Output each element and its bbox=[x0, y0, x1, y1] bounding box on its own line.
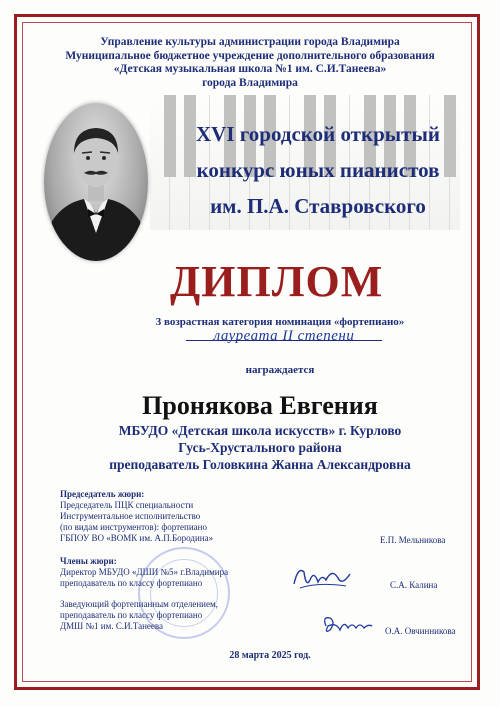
contest-title-line-1: XVI городской открытый bbox=[196, 122, 440, 146]
recipient-name: Пронякова Евгения bbox=[142, 391, 378, 420]
jury-member-1-line-1: Директор МБУДО «ДШИ №5» г.Владимира bbox=[60, 567, 229, 577]
jury-chair-name: Е.П. Мельникова bbox=[380, 535, 446, 545]
portrait-illustration bbox=[44, 103, 148, 261]
laureate-underline bbox=[186, 340, 382, 341]
jury-member-2-line-3: ДМШ №1 им. С.И.Танеева bbox=[60, 621, 164, 631]
laureate-degree-handwritten: лауреата II степени bbox=[213, 328, 355, 344]
teacher-line: преподаватель Головкина Жанна Александровна bbox=[109, 457, 411, 472]
school-line-1: МБУДО «Детская школа искусств» г. Курлово bbox=[118, 423, 402, 438]
contest-title-line-2: конкурс юных пианистов bbox=[196, 158, 440, 182]
awarded-label: награждается bbox=[245, 364, 315, 376]
jury-member-2-name: О.А. Овчинникова bbox=[385, 626, 456, 636]
jury-members-heading: Члены жюри: bbox=[60, 556, 117, 566]
signature-ovchinnikova bbox=[318, 612, 378, 640]
contest-title-line-3: им. П.А. Ставровского bbox=[210, 194, 426, 218]
school-line-2: Гусь-Хрустального района bbox=[178, 440, 342, 455]
contest-title bbox=[168, 116, 468, 224]
jury-member-2-line-2: преподаватель по классу фортепиано bbox=[60, 610, 203, 620]
jury-member-1-line-2: преподаватель по классу фортепиано bbox=[60, 578, 203, 588]
issue-date: 28 марта 2025 год. bbox=[229, 650, 311, 661]
composer-portrait bbox=[44, 103, 148, 261]
header-line-4: города Владимира bbox=[202, 76, 298, 89]
jury-member-2-line-1: Заведующий фортепианным отделением, bbox=[60, 599, 218, 609]
jury-chair-line-3: (по видам инструментов): фортепиано bbox=[60, 522, 207, 532]
header-line-1: Управление культуры администрации города Владимира bbox=[100, 36, 400, 48]
diploma-heading: ДИПЛОМ bbox=[170, 257, 384, 306]
jury-chair-line-1: Председатель ПЦК специальности bbox=[60, 500, 194, 510]
jury-member-1-name: С.А. Калина bbox=[390, 580, 438, 590]
jury-chair-heading: Председатель жюри: bbox=[60, 489, 145, 499]
recipient-school bbox=[60, 422, 460, 473]
jury-chair-line-4: ГБПОУ ВО «ВОМК им. А.П.Бородина» bbox=[60, 533, 214, 543]
jury-section bbox=[60, 489, 320, 632]
organization-header bbox=[40, 36, 460, 90]
header-line-2: Муниципальное бюджетное учреждение дополнительного образования bbox=[65, 49, 435, 62]
header-line-3: «Детская музыкальная школа №1 им. С.И.Танеева» bbox=[113, 63, 387, 75]
jury-chair-line-2: Инструментальное исполнительство bbox=[60, 511, 201, 521]
age-category-nomination: 3 возрастная категория номинация «фортепиано» bbox=[155, 316, 405, 328]
signature-kalina bbox=[288, 560, 358, 594]
